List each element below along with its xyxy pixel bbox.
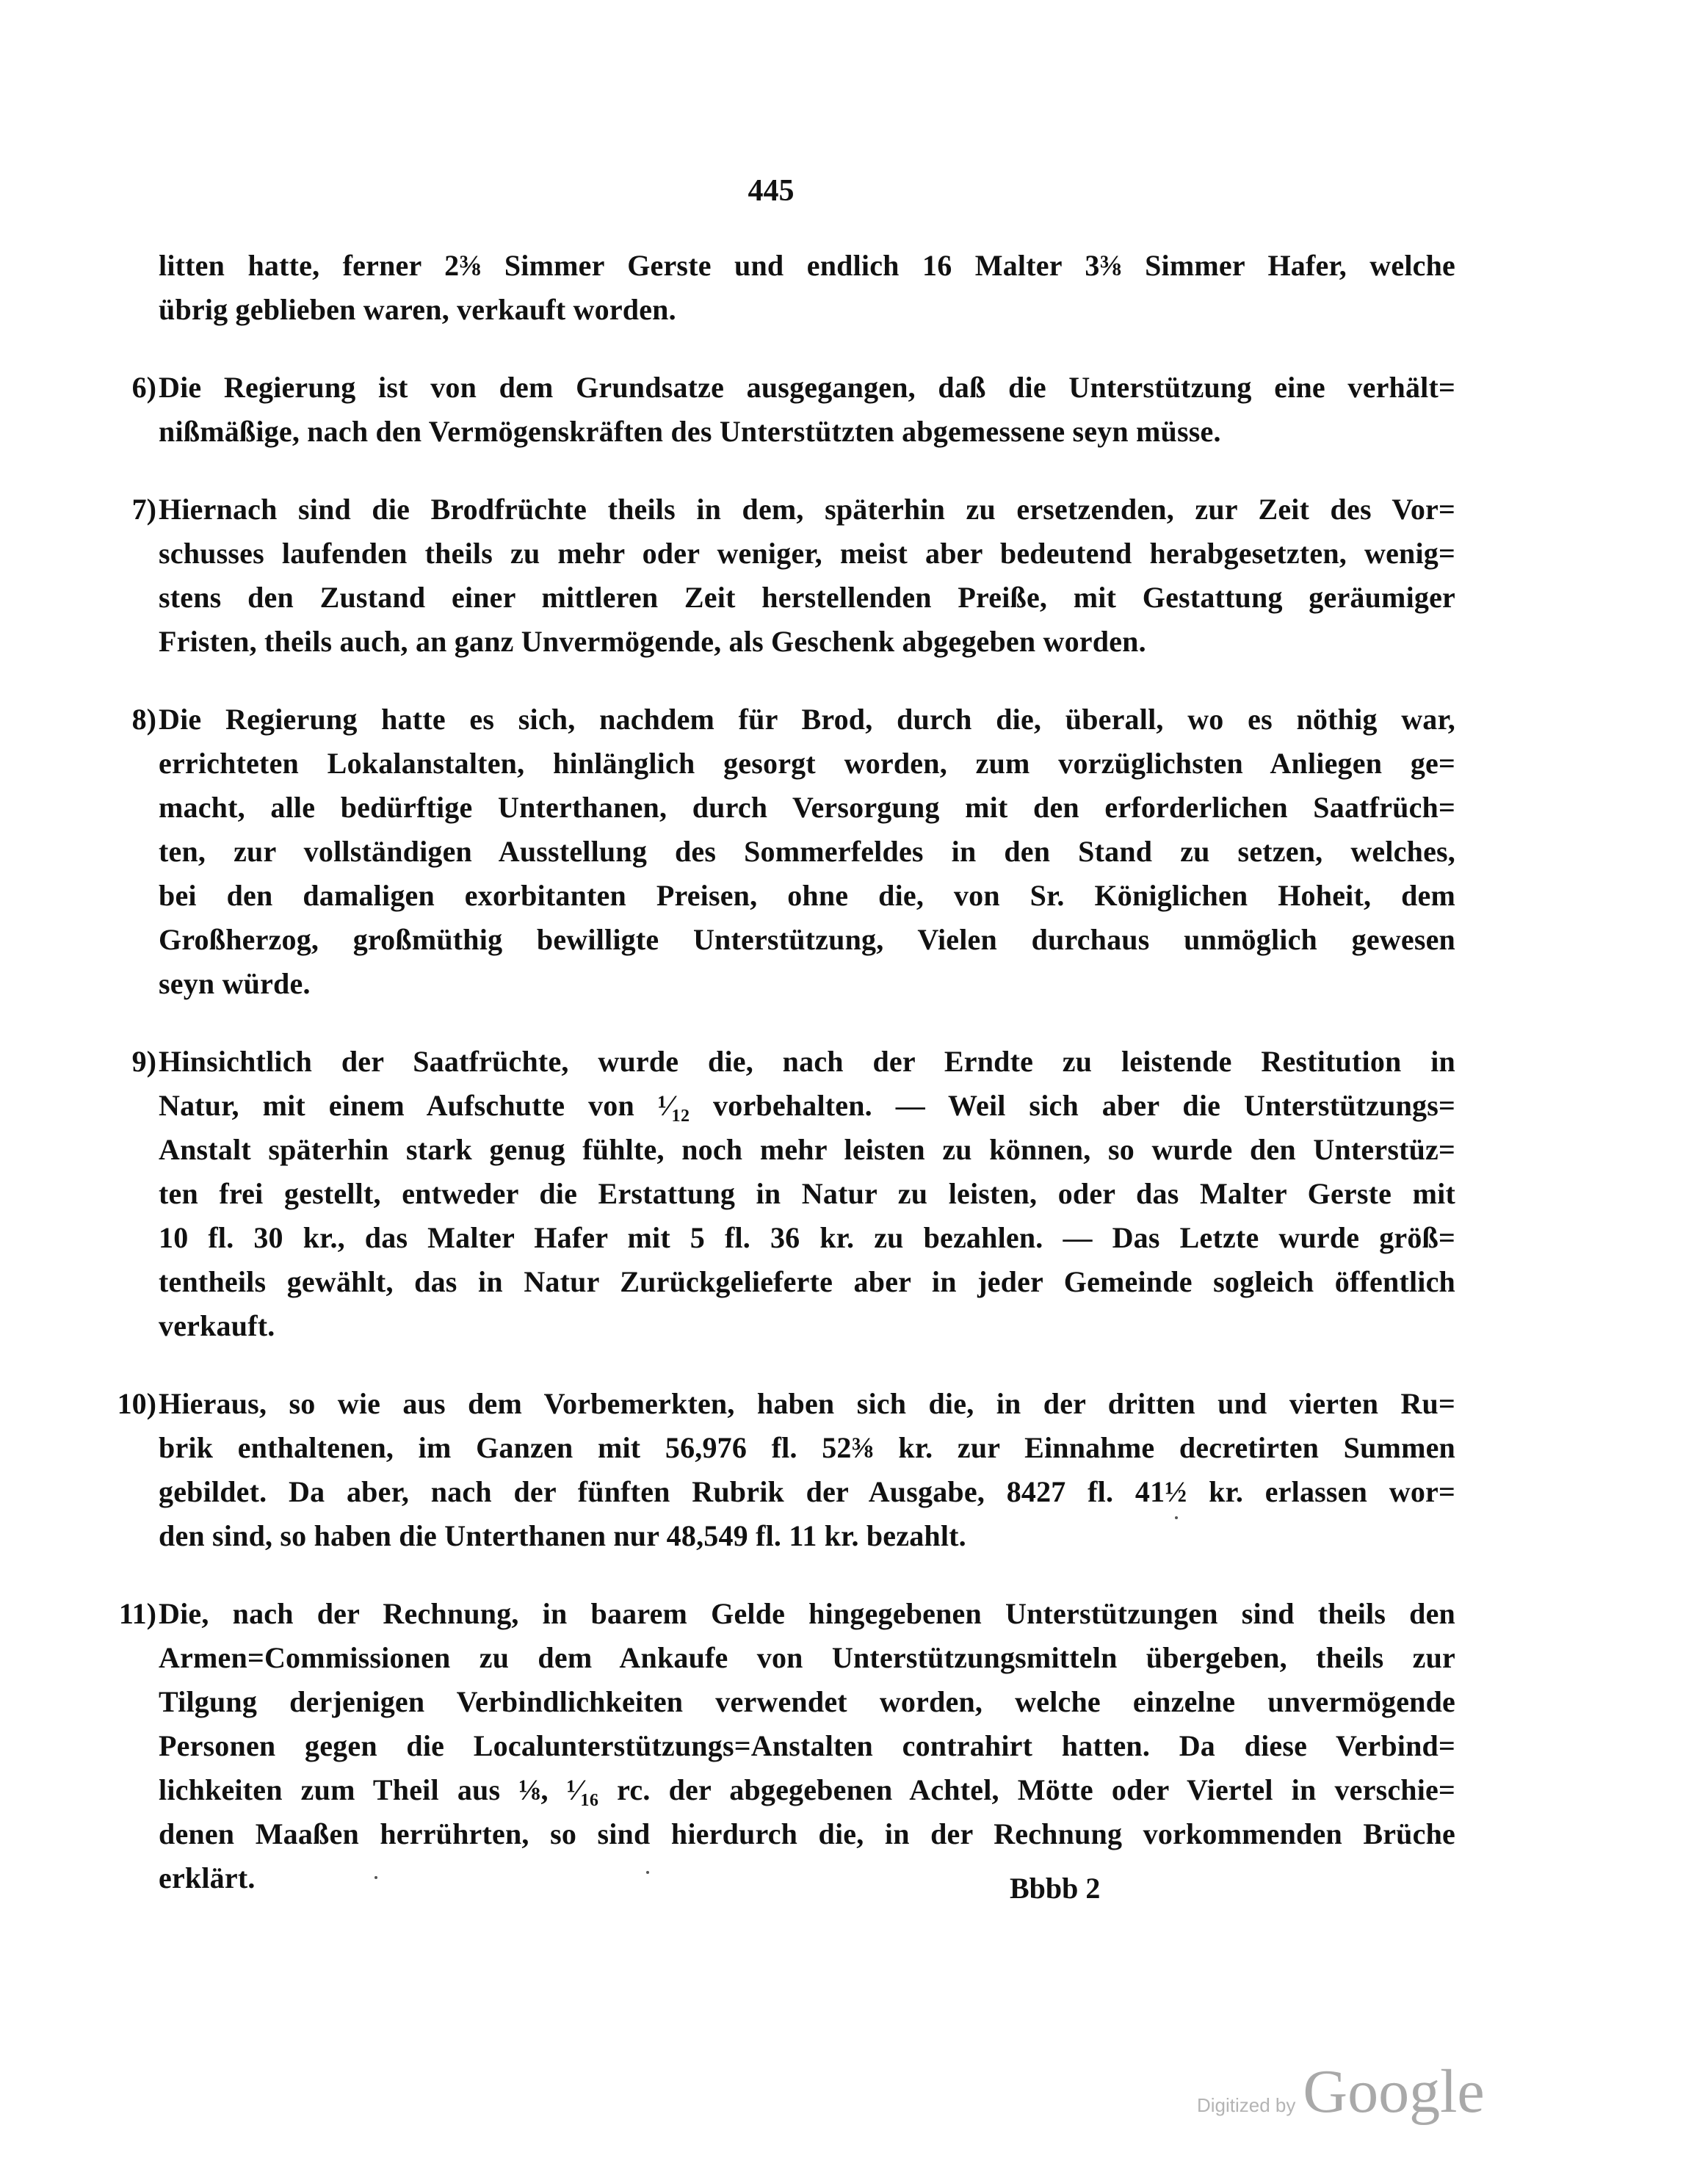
paragraph-7 [0,454,1708,664]
text-line: nißmäßige, nach den Vermögenskräften des Unterstützten abgemessene seyn müsse. [159,415,1221,448]
text-line: Armen=Commissionen zu dem Ankaufe von Unterstützungsmitteln übergeben, theils zur [159,1641,1455,1674]
text-line: macht, alle bedürftige Unterthanen, durch Versorgung mit den erforderlichen Saatfrüch= [159,791,1455,824]
paragraph-number: 6) [131,371,156,404]
google-logo: Google [1303,2057,1485,2126]
text-line: bei den damaligen exorbitanten Preisen, ohne die, von Sr. Königlichen Hoheit, dem [159,879,1455,912]
scan-speck [1175,1516,1178,1519]
paragraph-continuation [0,244,1708,332]
watermark-prefix: Digitized by [1197,2094,1296,2116]
text-line: Hieraus, so wie aus dem Vorbemerkten, haben sich die, in der dritten und vierten Ru= [159,1387,1455,1420]
text-line: Natur, mit einem Aufschutte von ¹⁄₁₂ vorbehalten. — Weil sich aber die Unterstützungs= [159,1089,1455,1122]
text-line: übrig geblieben waren, verkauft worden. [159,293,676,326]
text-line: seyn würde. [159,967,311,1000]
text-line: stens den Zustand einer mittleren Zeit herstellenden Preiße, mit Gestattung geräumiger [159,581,1455,614]
page-number: 445 [748,174,795,208]
signature-mark: Bbbb 2 [1010,1872,1101,1905]
paragraph-9 [0,1006,1708,1348]
paragraph-number: 8) [131,703,156,736]
text-line: Hiernach sind die Brodfrüchte theils in dem, späterhin zu ersetzenden, zur Zeit des Vor= [159,493,1455,526]
scan-speck [646,1871,649,1874]
text-line: Hinsichtlich der Saatfrüchte, wurde die, nach der Erndte zu leistende Restitution in [159,1045,1455,1078]
paragraph-10 [0,1348,1708,1558]
text-line: tentheils gewählt, das in Natur Zurückgelieferte aber in jeder Gemeinde sogleich öffentlich [159,1265,1455,1298]
text-line: Die Regierung hatte es sich, nachdem für Brod, durch die, überall, wo es nöthig war, [159,703,1455,736]
paragraph-8 [0,664,1708,1006]
text-line: Großherzog, großmüthig bewilligte Unterstützung, Vielen durchaus unmöglich gewesen [159,923,1455,956]
digitized-watermark [1197,2056,1485,2127]
text-line: Anstalt späterhin stark genug fühlte, noch mehr leisten zu können, so wurde den Unterstüz= [159,1133,1455,1166]
text-line: gebildet. Da aber, nach der fünften Rubrik der Ausgabe, 8427 fl. 41½ kr. erlassen wor= [159,1475,1455,1508]
text-line: brik enthaltenen, im Ganzen mit 56,976 fl. 52⅜ kr. zur Einnahme decretirten Summen [159,1431,1455,1464]
scan-speck [374,1876,377,1879]
text-line: erklärt. [159,1861,256,1894]
text-line: Fristen, theils auch, an ganz Unvermögende, als Geschenk abgegeben worden. [159,625,1146,658]
text-line: ten frei gestellt, entweder die Erstattung in Natur zu leisten, oder das Malter Gerste mit [159,1177,1455,1210]
text-line: denen Maaßen herrührten, so sind hierdurch die, in der Rechnung vorkommenden Brüche [159,1817,1455,1850]
paragraph-11 [0,1558,1708,1900]
text-line: Die Regierung ist von dem Grundsatze ausgegangen, daß die Unterstützung eine verhält= [159,371,1455,404]
text-line: Personen gegen die Localunterstützungs=Anstalten contrahirt hatten. Da diese Verbind= [159,1729,1455,1762]
paragraph-6 [0,332,1708,454]
text-line: errichteten Lokalanstalten, hinlänglich gesorgt worden, zum vorzüglichsten Anliegen ge= [159,747,1455,780]
paragraph-number: 7) [131,493,156,526]
paragraph-number: 9) [131,1045,156,1078]
text-line: schusses laufenden theils zu mehr oder weniger, meist aber bedeutend herabgesetzten, wenig= [159,537,1455,570]
text-line: Tilgung derjenigen Verbindlichkeiten verwendet worden, welche einzelne unvermögende [159,1685,1455,1718]
text-line: den sind, so haben die Unterthanen nur 48,549 fl. 11 kr. bezahlt. [159,1519,966,1552]
text-line: Die, nach der Rechnung, in baarem Gelde hingegebenen Unterstützungen sind theils den [159,1597,1455,1630]
page-body [0,244,1708,1900]
text-line: ten, zur vollständigen Ausstellung des Sommerfeldes in den Stand zu setzen, welches, [159,835,1455,868]
paragraph-number: 10) [117,1387,156,1420]
text-line: lichkeiten zum Theil aus ⅛, ¹⁄₁₆ rc. der abgegebenen Achtel, Mötte oder Viertel in verschie= [159,1773,1455,1806]
paragraph-number: 11) [118,1597,156,1630]
text-line: verkauft. [159,1309,275,1342]
text-line: 10 fl. 30 kr., das Malter Hafer mit 5 fl. 36 kr. zu bezahlen. — Das Letzte wurde größ= [159,1221,1455,1254]
text-line: litten hatte, ferner 2⅜ Simmer Gerste und endlich 16 Malter 3⅜ Simmer Hafer, welche [159,249,1455,282]
